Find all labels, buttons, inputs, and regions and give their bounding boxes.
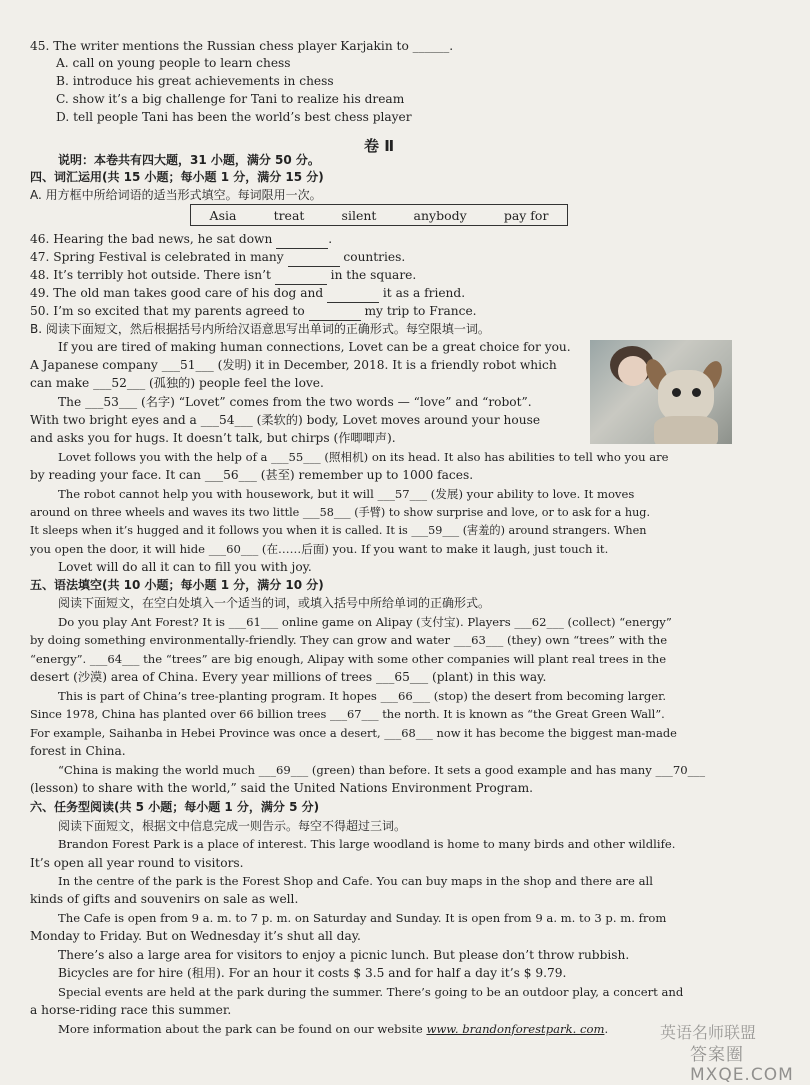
passage-b-line: can make ___52___ (孤独的) people feel the love. [30, 376, 324, 390]
volume-title: 卷 Ⅱ [364, 137, 395, 155]
sentence-text: 48. It’s terribly hot outside. There isn’t [30, 268, 275, 282]
sentence-46 [30, 231, 332, 249]
sentence-text: 49. The old man takes good care of his dog and [30, 286, 328, 300]
passage-6-line: Special events are held at the park during the summer. There’s going to be an outdoor play, a concert and [58, 985, 684, 999]
passage-b-line: Lovet will do all it can to fill you with joy. [58, 560, 312, 574]
word-box [190, 204, 568, 226]
passage-6-final-line [58, 1021, 608, 1038]
part6-heading: 六、任务型阅读(共 5 小题；每小题 1 分，满分 5 分) [30, 800, 320, 814]
passage-5-line: Do you play Ant Forest? It is ___61___ online game on Alipay (支付宝). Players ___62___ (collect) “energy” [58, 615, 672, 629]
sentence-50 [30, 303, 477, 321]
passage-b-line: With two bright eyes and a ___54___ (柔软的) body, Lovet moves around your house [30, 413, 541, 427]
final-text: . [604, 1022, 609, 1036]
sentence-text: in the square. [326, 268, 417, 282]
passage-5-line: This is part of China’s tree-planting program. It hopes ___66___ (stop) the desert from becoming larger. [58, 689, 667, 703]
word-box-item: Asia [209, 207, 237, 223]
passage-b-line: around on three wheels and waves its two little ___58___ (手臂) to show surprise and love, or to ask for a hug. [30, 506, 651, 519]
passage-6-line: In the centre of the park is the Forest Shop and Cafe. You can buy maps in the shop and there are all [58, 874, 653, 888]
word-box-item: treat [273, 207, 305, 223]
sentence-text: it as a friend. [379, 286, 466, 300]
part4-section-b: B. 阅读下面短文，然后根据括号内所给汉语意思写出单词的正确形式。每空限填一词。 [30, 322, 490, 336]
passage-b-line: If you are tired of making human connections, Lovet can be a great choice for you. [58, 340, 571, 354]
passage-6-line: kinds of gifts and souvenirs on sale as well. [30, 892, 299, 906]
part5-instruction: 阅读下面短文，在空白处填入一个适当的词，或填入括号中所给单词的正确形式。 [58, 596, 491, 610]
word-box-item: pay for [503, 207, 549, 223]
part5-heading: 五、语法填空(共 10 小题；每小题 1 分，满分 10 分) [30, 578, 324, 592]
passage-b-line: The ___53___ (名字) “Lovet” comes from the two words — “love” and “robot”. [58, 395, 532, 409]
q45-option-c: C. show it’s a big challenge for Tani to realize his dream [56, 92, 405, 106]
passage-6-line: Bicycles are for hire (租用). For an hour it costs $ 3.5 and for half a day it’s $ 9.79. [58, 966, 567, 980]
part6-instruction: 阅读下面短文，根据文中信息完成一则告示。每空不得超过三词。 [58, 819, 407, 833]
answer-blank[interactable] [276, 231, 328, 249]
passage-5-line: “energy”. ___64___ the “trees” are big enough, Alipay with some other companies will plant real trees in the [30, 652, 667, 666]
q45-option-d: D. tell people Tani has been the world’s best chess player [56, 110, 412, 124]
sentence-49 [30, 285, 465, 303]
passage-b-line: The robot cannot help you with housework, but it will ___57___ (发展) your ability to love. It moves [58, 487, 635, 501]
part4-heading: 四、词汇运用(共 15 小题；每小题 1 分，满分 15 分) [30, 170, 324, 184]
word-box-item: anybody [413, 207, 467, 223]
sentence-47 [30, 249, 405, 267]
passage-5-line: (lesson) to share with the world,” said the United Nations Environment Program. [30, 781, 534, 795]
passage-5-line: by doing something environmentally-friendly. They can grow and water ___63___ (they) own “trees” with the [30, 633, 668, 647]
sentence-text: . [328, 232, 333, 246]
passage-6-line: There’s also a large area for visitors to enjoy a picnic lunch. But please don’t throw rubbish. [58, 948, 630, 962]
passage-6-line: The Cafe is open from 9 a. m. to 7 p. m. on Saturday and Sunday. It is open from 9 a. m. to 3 p. m. from [58, 911, 667, 925]
volume-note: 说明：本卷共有四大题，31 小题，满分 50 分。 [58, 153, 320, 167]
passage-5-line: desert (沙漠) area of China. Every year millions of trees ___65___ (plant) in this way. [30, 670, 547, 684]
robot-photo [590, 340, 732, 444]
passage-5-line: Since 1978, China has planted over 66 billion trees ___67___ the north. It is known as “the Great Green Wall”. [30, 707, 665, 721]
sentence-text: my trip to France. [360, 304, 477, 318]
passage-b-line: and asks you for hugs. It doesn’t talk, but chirps (作唧唧声). [30, 431, 396, 445]
sentence-48 [30, 267, 416, 285]
answer-blank[interactable] [309, 303, 361, 321]
part4-section-a: A. 用方框中所给词语的适当形式填空。每词限用一次。 [30, 188, 322, 202]
watermark-logo: 答案圈 MXQE.COM [690, 1045, 794, 1085]
passage-5-line: For example, Saihanba in Hebei Province was once a desert, ___68___ now it has become the biggest man-made [30, 726, 677, 740]
q45-stem: 45. The writer mentions the Russian chess player Karjakin to ______. [30, 39, 454, 53]
q45-option-a: A. call on young people to learn chess [56, 56, 291, 70]
passage-b-line: It sleeps when it’s hugged and it follows you when it is called. It is ___59___ (害羞的) around strangers. When [30, 524, 647, 537]
website-link[interactable]: www. brandonforestpark. com [426, 1022, 605, 1036]
passage-5-line: forest in China. [30, 744, 126, 758]
passage-b-line: Lovet follows you with the help of a ___55___ (照相机) on its head. It also has abilities to tell who you are [58, 450, 669, 464]
answer-blank[interactable] [288, 249, 340, 267]
passage-6-line: Monday to Friday. But on Wednesday it’s shut all day. [30, 929, 361, 943]
sentence-text: countries. [339, 250, 406, 264]
answer-blank[interactable] [275, 267, 327, 285]
final-text: More information about the park can be found on our website [58, 1022, 427, 1036]
q45-option-b: B. introduce his great achievements in chess [56, 74, 334, 88]
sentence-text: 50. I’m so excited that my parents agreed to [30, 304, 309, 318]
sentence-text: 47. Spring Festival is celebrated in many [30, 250, 288, 264]
passage-6-line: a horse-riding race this summer. [30, 1003, 232, 1017]
word-box-item: silent [341, 207, 377, 223]
passage-6-line: Brandon Forest Park is a place of interest. This large woodland is home to many birds and other wildlife. [58, 837, 676, 851]
passage-b-line: A Japanese company ___51___ (发明) it in December, 2018. It is a friendly robot which [30, 358, 557, 372]
passage-b-line: you open the door, it will hide ___60___ (在……后面) you. If you want to make it laugh, just touch it. [30, 542, 609, 556]
watermark-text: 英语名师联盟 [660, 1023, 757, 1042]
answer-blank[interactable] [327, 285, 379, 303]
passage-6-line: It’s open all year round to visitors. [30, 856, 244, 870]
sentence-text: 46. Hearing the bad news, he sat down [30, 232, 277, 246]
passage-5-line: “China is making the world much ___69___ (green) than before. It sets a good example and has many ___70___ [58, 763, 705, 777]
passage-b-line: by reading your face. It can ___56___ (甚至) remember up to 1000 faces. [30, 468, 474, 482]
